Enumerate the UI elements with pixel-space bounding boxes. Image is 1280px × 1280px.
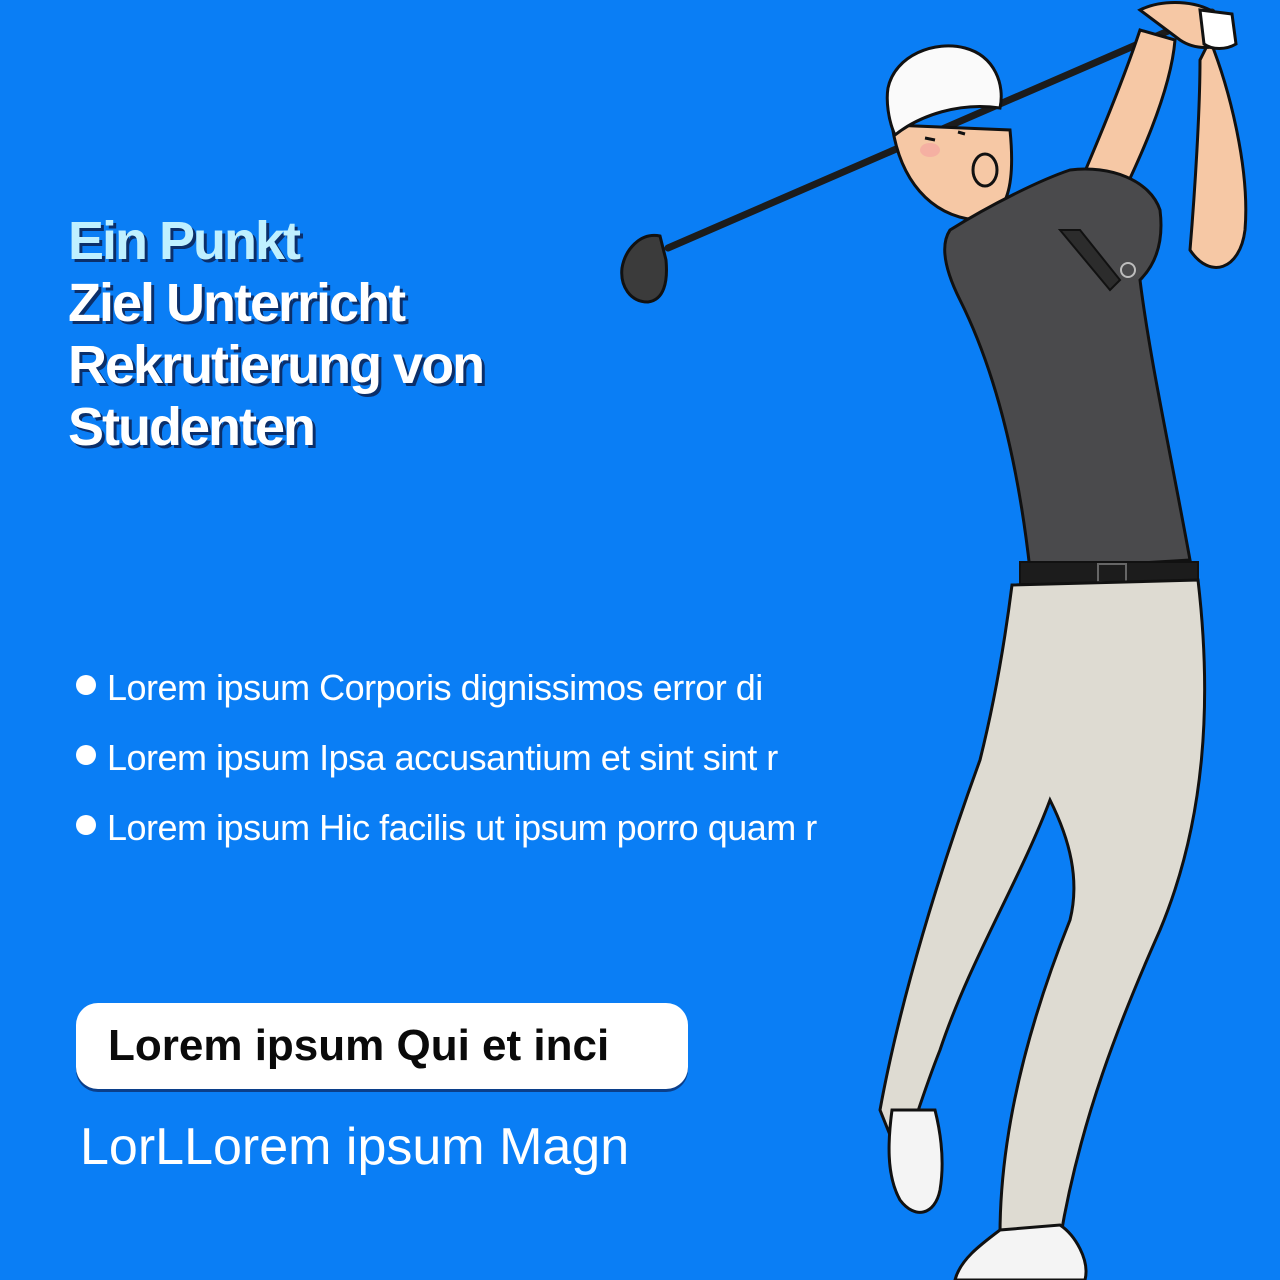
bullet-dot-icon — [76, 745, 96, 765]
footer-text: LorLLorem ipsum Magn — [80, 1118, 630, 1176]
cta-label: Lorem ipsum Qui et inci — [108, 1021, 610, 1070]
headline-line-4: Studenten — [68, 397, 314, 457]
bullet-dot-icon — [76, 675, 96, 695]
bullet-dot-icon — [76, 815, 96, 835]
cta-button[interactable] — [76, 1003, 688, 1089]
headline — [68, 210, 588, 458]
headline-line-1: Ein Punkt — [68, 211, 300, 271]
bullet-text: Lorem ipsum Corporis dignissimos error di — [107, 667, 763, 708]
bullet-text: Lorem ipsum Ipsa accusantium et sint sint r — [107, 737, 778, 778]
headline-line-3: Rekrutierung von — [68, 335, 484, 395]
golfer-illustration — [610, 0, 1280, 1280]
bullet-text: Lorem ipsum Hic facilis ut ipsum porro quam r — [107, 807, 817, 848]
headline-line-2: Ziel Unterricht — [68, 273, 405, 333]
golfer-torso — [945, 169, 1190, 570]
golfer-head — [887, 46, 1011, 220]
